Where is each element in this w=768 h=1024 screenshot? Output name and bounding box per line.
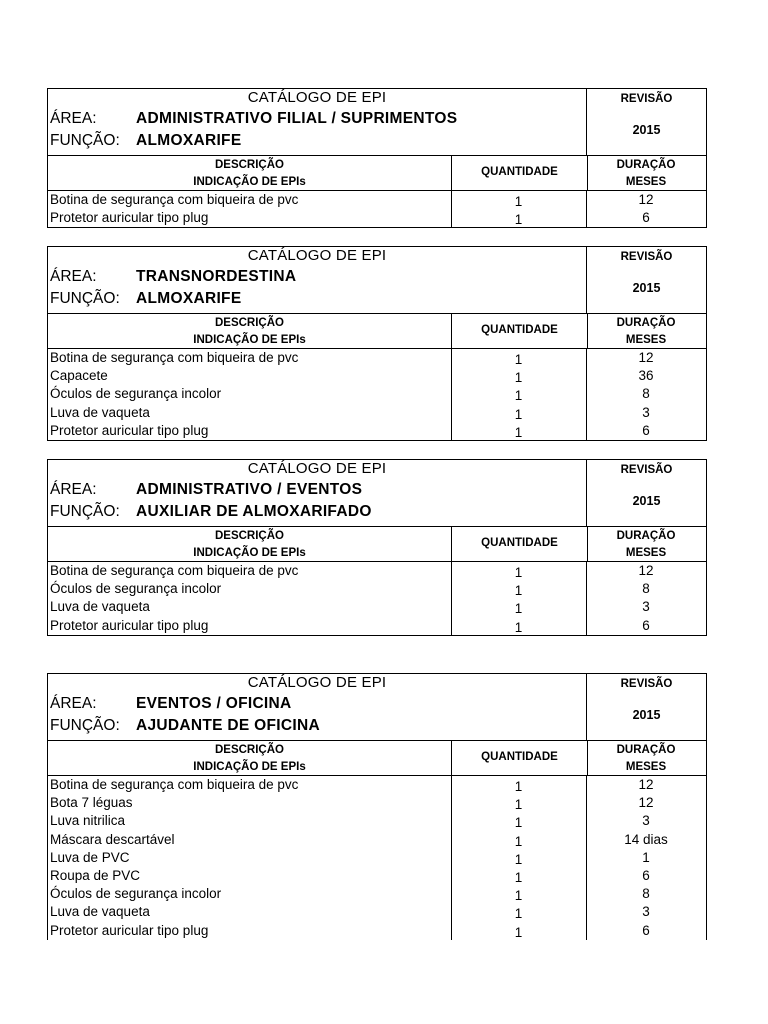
catalog-header bbox=[48, 247, 706, 314]
revision-label: REVISÃO bbox=[620, 678, 673, 690]
item-description: Protetor auricular tipo plug bbox=[50, 617, 209, 633]
revision-cell bbox=[586, 460, 706, 526]
revision-value: 2015 bbox=[632, 708, 661, 722]
descricao-label: DESCRIÇÃO bbox=[214, 159, 284, 171]
funcao-value: AUXILIAR DE ALMOXARIFADO bbox=[136, 503, 372, 520]
item-description: Botina de segurança com biqueira de pvc bbox=[50, 350, 299, 365]
quantidade-label: QUANTIDADE bbox=[481, 166, 558, 178]
funcao-line bbox=[50, 502, 372, 522]
table-row bbox=[48, 191, 706, 209]
area-label: ÁREA: bbox=[50, 268, 97, 285]
item-description: Botina de segurança com biqueira de pvc bbox=[50, 563, 299, 578]
item-quantity: 1 bbox=[514, 406, 523, 422]
item-duration: 8 bbox=[642, 386, 650, 402]
revision-value: 2015 bbox=[632, 123, 661, 137]
duration-header bbox=[586, 742, 706, 776]
quantidade-label: QUANTIDADE bbox=[481, 751, 558, 763]
item-rows bbox=[48, 562, 706, 635]
table-row bbox=[48, 922, 706, 940]
revision-label: REVISÃO bbox=[620, 93, 673, 105]
item-duration: 3 bbox=[642, 904, 650, 920]
description-header bbox=[48, 157, 451, 191]
meses-label: MESES bbox=[625, 176, 667, 188]
catalog-table bbox=[47, 246, 707, 441]
duracao-label: DURAÇÃO bbox=[616, 530, 676, 542]
quantidade-label: QUANTIDADE bbox=[481, 324, 558, 336]
quantity-header bbox=[451, 314, 588, 348]
table-row bbox=[48, 404, 706, 422]
item-description: Luva nitrilica bbox=[50, 813, 126, 829]
item-quantity: 1 bbox=[514, 565, 523, 580]
table-row bbox=[48, 812, 706, 830]
item-duration: 8 bbox=[642, 886, 650, 902]
item-duration: 6 bbox=[642, 210, 650, 226]
quantity-header bbox=[451, 156, 588, 190]
item-quantity: 1 bbox=[514, 370, 523, 386]
area-line bbox=[50, 694, 292, 714]
funcao-value: AJUDANTE DE OFICINA bbox=[136, 717, 320, 734]
item-description: Luva de vaqueta bbox=[50, 404, 150, 420]
meses-label: MESES bbox=[625, 761, 667, 773]
item-quantity: 1 bbox=[514, 583, 523, 599]
descricao-label: DESCRIÇÃO bbox=[214, 530, 284, 542]
item-description: Máscara descartável bbox=[50, 831, 175, 847]
indicacao-label: INDICAÇÃO DE EPIs bbox=[193, 334, 306, 346]
meses-label: MESES bbox=[625, 547, 667, 559]
funcao-value: ALMOXARIFE bbox=[136, 132, 242, 149]
catalog-table bbox=[47, 673, 707, 940]
item-quantity: 1 bbox=[514, 212, 523, 228]
table-row bbox=[48, 422, 706, 440]
table-row bbox=[48, 867, 706, 885]
item-description: Óculos de segurança incolor bbox=[50, 886, 222, 902]
catalog-title: CATÁLOGO DE EPI bbox=[247, 674, 387, 691]
item-rows bbox=[48, 191, 706, 227]
item-description: Luva de vaqueta bbox=[50, 904, 150, 920]
quantidade-label: QUANTIDADE bbox=[481, 537, 558, 549]
item-description: Roupa de PVC bbox=[50, 867, 141, 883]
catalog-title: CATÁLOGO DE EPI bbox=[247, 89, 387, 106]
description-header bbox=[48, 742, 451, 776]
table-row bbox=[48, 385, 706, 403]
description-header bbox=[48, 315, 451, 349]
column-headers bbox=[48, 314, 706, 349]
item-duration: 12 bbox=[638, 192, 654, 207]
column-headers bbox=[48, 741, 706, 776]
duration-header bbox=[586, 528, 706, 562]
item-description: Protetor auricular tipo plug bbox=[50, 210, 209, 226]
item-quantity: 1 bbox=[514, 424, 523, 440]
item-quantity: 1 bbox=[514, 815, 523, 831]
item-description: Óculos de segurança incolor bbox=[50, 386, 222, 402]
funcao-line bbox=[50, 289, 241, 309]
indicacao-label: INDICAÇÃO DE EPIs bbox=[193, 547, 306, 559]
table-row bbox=[48, 562, 706, 580]
funcao-line bbox=[50, 131, 241, 151]
item-quantity: 1 bbox=[514, 888, 523, 904]
item-description: Bota 7 léguas bbox=[50, 795, 133, 811]
item-quantity: 1 bbox=[514, 924, 523, 940]
indicacao-label: INDICAÇÃO DE EPIs bbox=[193, 176, 306, 188]
table-row bbox=[48, 349, 706, 367]
duracao-label: DURAÇÃO bbox=[616, 744, 676, 756]
area-value: EVENTOS / OFICINA bbox=[136, 695, 292, 712]
revision-cell bbox=[586, 674, 706, 740]
item-duration: 8 bbox=[642, 581, 650, 597]
catalog-title: CATÁLOGO DE EPI bbox=[247, 460, 387, 477]
catalog-header bbox=[48, 674, 706, 741]
item-quantity: 1 bbox=[514, 869, 523, 885]
item-duration: 6 bbox=[642, 922, 650, 938]
indicacao-label: INDICAÇÃO DE EPIs bbox=[193, 761, 306, 773]
item-duration: 3 bbox=[642, 404, 650, 420]
item-description: Botina de segurança com biqueira de pvc bbox=[50, 192, 299, 207]
item-duration: 6 bbox=[642, 422, 650, 438]
area-label: ÁREA: bbox=[50, 110, 97, 127]
item-description: Capacete bbox=[50, 368, 108, 384]
item-duration: 6 bbox=[642, 867, 650, 883]
item-duration: 14 dias bbox=[624, 831, 668, 847]
revision-value: 2015 bbox=[632, 494, 661, 508]
catalog-title: CATÁLOGO DE EPI bbox=[247, 247, 387, 264]
table-row bbox=[48, 367, 706, 385]
item-duration: 12 bbox=[638, 795, 654, 811]
area-value: ADMINISTRATIVO FILIAL / SUPRIMENTOS bbox=[136, 110, 458, 127]
item-quantity: 1 bbox=[514, 797, 523, 813]
funcao-label: FUNÇÃO: bbox=[50, 503, 120, 520]
table-row bbox=[48, 617, 706, 635]
item-quantity: 1 bbox=[514, 352, 523, 367]
quantity-header bbox=[451, 527, 588, 561]
meses-label: MESES bbox=[625, 334, 667, 346]
item-rows bbox=[48, 776, 706, 940]
item-description: Óculos de segurança incolor bbox=[50, 581, 222, 597]
catalog-table bbox=[47, 88, 707, 228]
table-row bbox=[48, 794, 706, 812]
item-duration: 3 bbox=[642, 599, 650, 615]
area-value: TRANSNORDESTINA bbox=[136, 268, 297, 285]
descricao-label: DESCRIÇÃO bbox=[214, 744, 284, 756]
area-label: ÁREA: bbox=[50, 695, 97, 712]
column-headers bbox=[48, 527, 706, 562]
duracao-label: DURAÇÃO bbox=[616, 159, 676, 171]
quantity-header bbox=[451, 741, 588, 775]
catalog-header bbox=[48, 460, 706, 527]
catalog-table bbox=[47, 459, 707, 636]
item-description: Botina de segurança com biqueira de pvc bbox=[50, 777, 299, 792]
descricao-label: DESCRIÇÃO bbox=[214, 317, 284, 329]
area-line bbox=[50, 267, 296, 287]
area-line bbox=[50, 109, 457, 129]
revision-cell bbox=[586, 89, 706, 155]
item-description: Protetor auricular tipo plug bbox=[50, 422, 209, 438]
area-value: ADMINISTRATIVO / EVENTOS bbox=[136, 481, 363, 498]
funcao-label: FUNÇÃO: bbox=[50, 290, 120, 307]
duration-header bbox=[586, 157, 706, 191]
item-duration: 1 bbox=[642, 849, 650, 865]
revision-cell bbox=[586, 247, 706, 313]
item-quantity: 1 bbox=[514, 851, 523, 867]
item-duration: 12 bbox=[638, 563, 654, 578]
item-duration: 3 bbox=[642, 813, 650, 829]
table-row bbox=[48, 776, 706, 794]
item-quantity: 1 bbox=[514, 779, 523, 794]
item-quantity: 1 bbox=[514, 833, 523, 849]
table-row bbox=[48, 580, 706, 598]
funcao-label: FUNÇÃO: bbox=[50, 717, 120, 734]
item-duration: 36 bbox=[638, 368, 654, 384]
funcao-label: FUNÇÃO: bbox=[50, 132, 120, 149]
item-quantity: 1 bbox=[514, 601, 523, 617]
table-row bbox=[48, 831, 706, 849]
funcao-line bbox=[50, 716, 320, 736]
item-quantity: 1 bbox=[514, 619, 523, 635]
item-description: Luva de vaqueta bbox=[50, 599, 150, 615]
area-line bbox=[50, 480, 362, 500]
revision-value: 2015 bbox=[632, 281, 661, 295]
area-label: ÁREA: bbox=[50, 481, 97, 498]
table-row bbox=[48, 209, 706, 227]
item-rows bbox=[48, 349, 706, 440]
table-row bbox=[48, 598, 706, 616]
revision-label: REVISÃO bbox=[620, 251, 673, 263]
table-row bbox=[48, 903, 706, 921]
description-header bbox=[48, 528, 451, 562]
item-description: Luva de PVC bbox=[50, 849, 130, 865]
catalog-header bbox=[48, 89, 706, 156]
item-quantity: 1 bbox=[514, 194, 523, 209]
revision-label: REVISÃO bbox=[620, 464, 673, 476]
item-duration: 6 bbox=[642, 617, 650, 633]
table-row bbox=[48, 885, 706, 903]
funcao-value: ALMOXARIFE bbox=[136, 290, 242, 307]
item-description: Protetor auricular tipo plug bbox=[50, 922, 209, 938]
item-duration: 12 bbox=[638, 350, 654, 365]
column-headers bbox=[48, 156, 706, 191]
table-row bbox=[48, 849, 706, 867]
duration-header bbox=[586, 315, 706, 349]
item-quantity: 1 bbox=[514, 388, 523, 404]
item-duration: 12 bbox=[638, 777, 654, 792]
duracao-label: DURAÇÃO bbox=[616, 317, 676, 329]
item-quantity: 1 bbox=[514, 906, 523, 922]
